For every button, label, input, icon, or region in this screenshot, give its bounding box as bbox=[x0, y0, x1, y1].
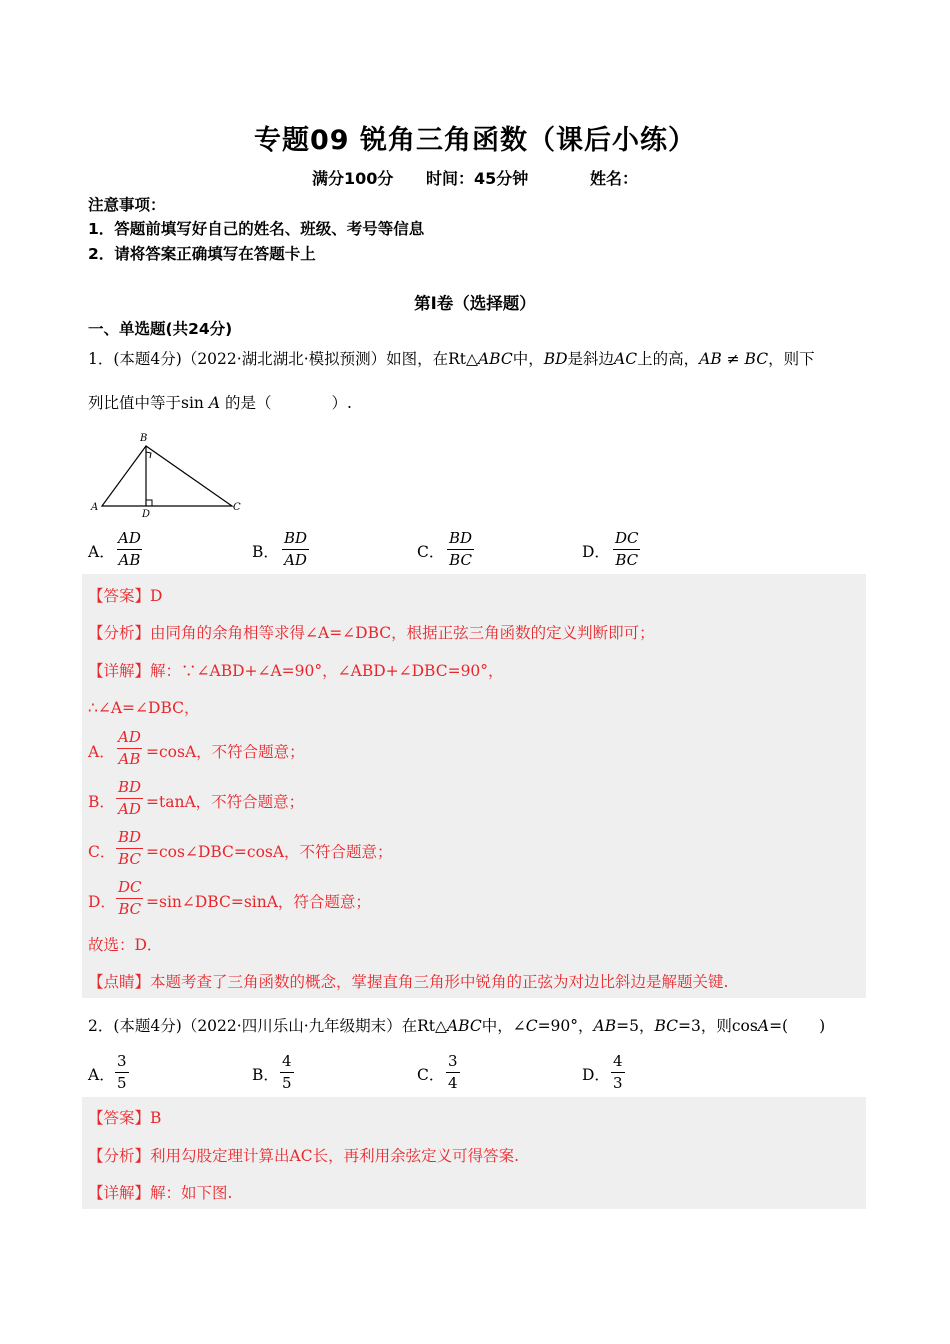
q1-detail-row-d-letter: D． bbox=[88, 893, 116, 911]
q1-detail-row-d-fraction: $\frac{DC}{BC}$ bbox=[118, 878, 142, 918]
time-label: 时间：45分钟 bbox=[426, 169, 529, 188]
q2-detail-line: 【详解】解：如下图. bbox=[88, 1184, 233, 1202]
q2-option-c-letter: C． bbox=[417, 1066, 445, 1084]
q2-option-d-fraction: $\frac{4}{3}$ bbox=[613, 1052, 623, 1092]
note-item: 2．请将答案正确填写在答题卡上 bbox=[88, 245, 316, 263]
q2-option-a-letter: A． bbox=[88, 1066, 115, 1084]
label-b: B bbox=[140, 433, 148, 444]
q2-option-d-letter: D． bbox=[582, 1066, 610, 1084]
part-title: 一、单选题(共24分) bbox=[88, 320, 233, 338]
label-d: D bbox=[142, 509, 151, 520]
q1-stem-line2: 列比值中等于sin A 的是（ ）. bbox=[88, 394, 352, 412]
right-angle-mark-b bbox=[146, 452, 151, 458]
q1-detail-row-b-fraction: $\frac{BD}{AD}$ bbox=[118, 778, 142, 818]
q1-triangle-figure bbox=[88, 428, 248, 520]
q1-therefore-line: ∴∠A=∠DBC， bbox=[88, 699, 200, 717]
notes-heading: 注意事项： bbox=[88, 196, 166, 214]
q2-stem: 2．(本题4分)（2022·四川乐山·九年级期末）在Rt△ABC中，∠C=90°，AB=5，BC=3，则cosA=( ) bbox=[88, 1017, 826, 1035]
q1-detail-row-c-fraction: $\frac{BD}{BC}$ bbox=[118, 828, 142, 868]
q1-point-line: 【点睛】本题考查了三角函数的概念，掌握直角三角形中锐角的正弦为对边比斜边是解题关键. bbox=[88, 973, 729, 991]
name-label: 姓名： bbox=[590, 169, 639, 188]
note-item: 1．答题前填写好自己的姓名、班级、考号等信息 bbox=[88, 220, 425, 238]
q1-detail-row-a-letter: A． bbox=[88, 743, 115, 761]
q1-option-d-letter: D． bbox=[582, 543, 610, 561]
q2-option-a-fraction: $\frac{3}{5}$ bbox=[117, 1052, 127, 1092]
q1-choose-line: 故选：D． bbox=[88, 936, 163, 954]
q1-option-b-fraction: $\frac{BD}{AD}$ bbox=[284, 529, 308, 569]
q2-analysis-line: 【分析】利用勾股定理计算出AC长，再利用余弦定义可得答案. bbox=[88, 1147, 519, 1165]
q1-option-c-fraction: $\frac{BD}{BC}$ bbox=[449, 529, 473, 569]
label-c: C bbox=[233, 502, 241, 513]
q2-option-c-fraction: $\frac{3}{4}$ bbox=[448, 1052, 458, 1092]
q2-answer-line: 【答案】B bbox=[88, 1109, 162, 1127]
q1-detail-row-a-fraction: $\frac{AD}{AB}$ bbox=[118, 728, 141, 768]
q1-analysis-line: 【分析】由同角的余角相等求得∠A=∠DBC，根据正弦三角函数的定义判断即可； bbox=[88, 624, 655, 642]
q1-option-c-letter: C． bbox=[417, 543, 445, 561]
triangle-abc bbox=[102, 446, 232, 506]
right-angle-mark-d bbox=[146, 500, 152, 506]
score-label: 满分100分 bbox=[312, 169, 394, 188]
q1-detail-line: 【详解】解：∵∠ABD+∠A=90°，∠ABD+∠DBC=90°， bbox=[88, 662, 504, 680]
q1-option-a-letter: A． bbox=[88, 543, 115, 561]
q1-detail-row-d-text: =sin∠DBC=sinA，符合题意； bbox=[146, 893, 371, 911]
q1-detail-row-c-letter: C． bbox=[88, 843, 116, 861]
q1-detail-row-c-text: =cos∠DBC=cosA，不符合题意； bbox=[146, 843, 393, 861]
q1-detail-row-b-text: =tanA，不符合题意； bbox=[146, 793, 305, 811]
q1-option-d-fraction: $\frac{DC}{BC}$ bbox=[615, 529, 639, 569]
q1-option-b-letter: B． bbox=[252, 543, 279, 561]
q1-detail-row-b-letter: B． bbox=[88, 793, 115, 811]
q1-option-a-fraction: $\frac{AD}{AB}$ bbox=[118, 529, 141, 569]
page-title: 专题09 锐角三角函数（课后小练） bbox=[254, 125, 696, 156]
q1-detail-row-a-text: =cosA，不符合题意； bbox=[146, 743, 305, 761]
q2-option-b-letter: B． bbox=[252, 1066, 279, 1084]
q2-option-b-fraction: $\frac{4}{5}$ bbox=[282, 1052, 292, 1092]
q1-answer-line: 【答案】D bbox=[88, 587, 163, 605]
volume-title: 第Ⅰ卷（选择题） bbox=[414, 294, 536, 313]
q1-stem-line1: 1．(本题4分)（2022·湖北湖北·模拟预测）如图，在Rt△ABC中，BD是斜边AC上的高，AB ≠ BC，则下 bbox=[88, 350, 815, 368]
label-a: A bbox=[91, 502, 99, 513]
